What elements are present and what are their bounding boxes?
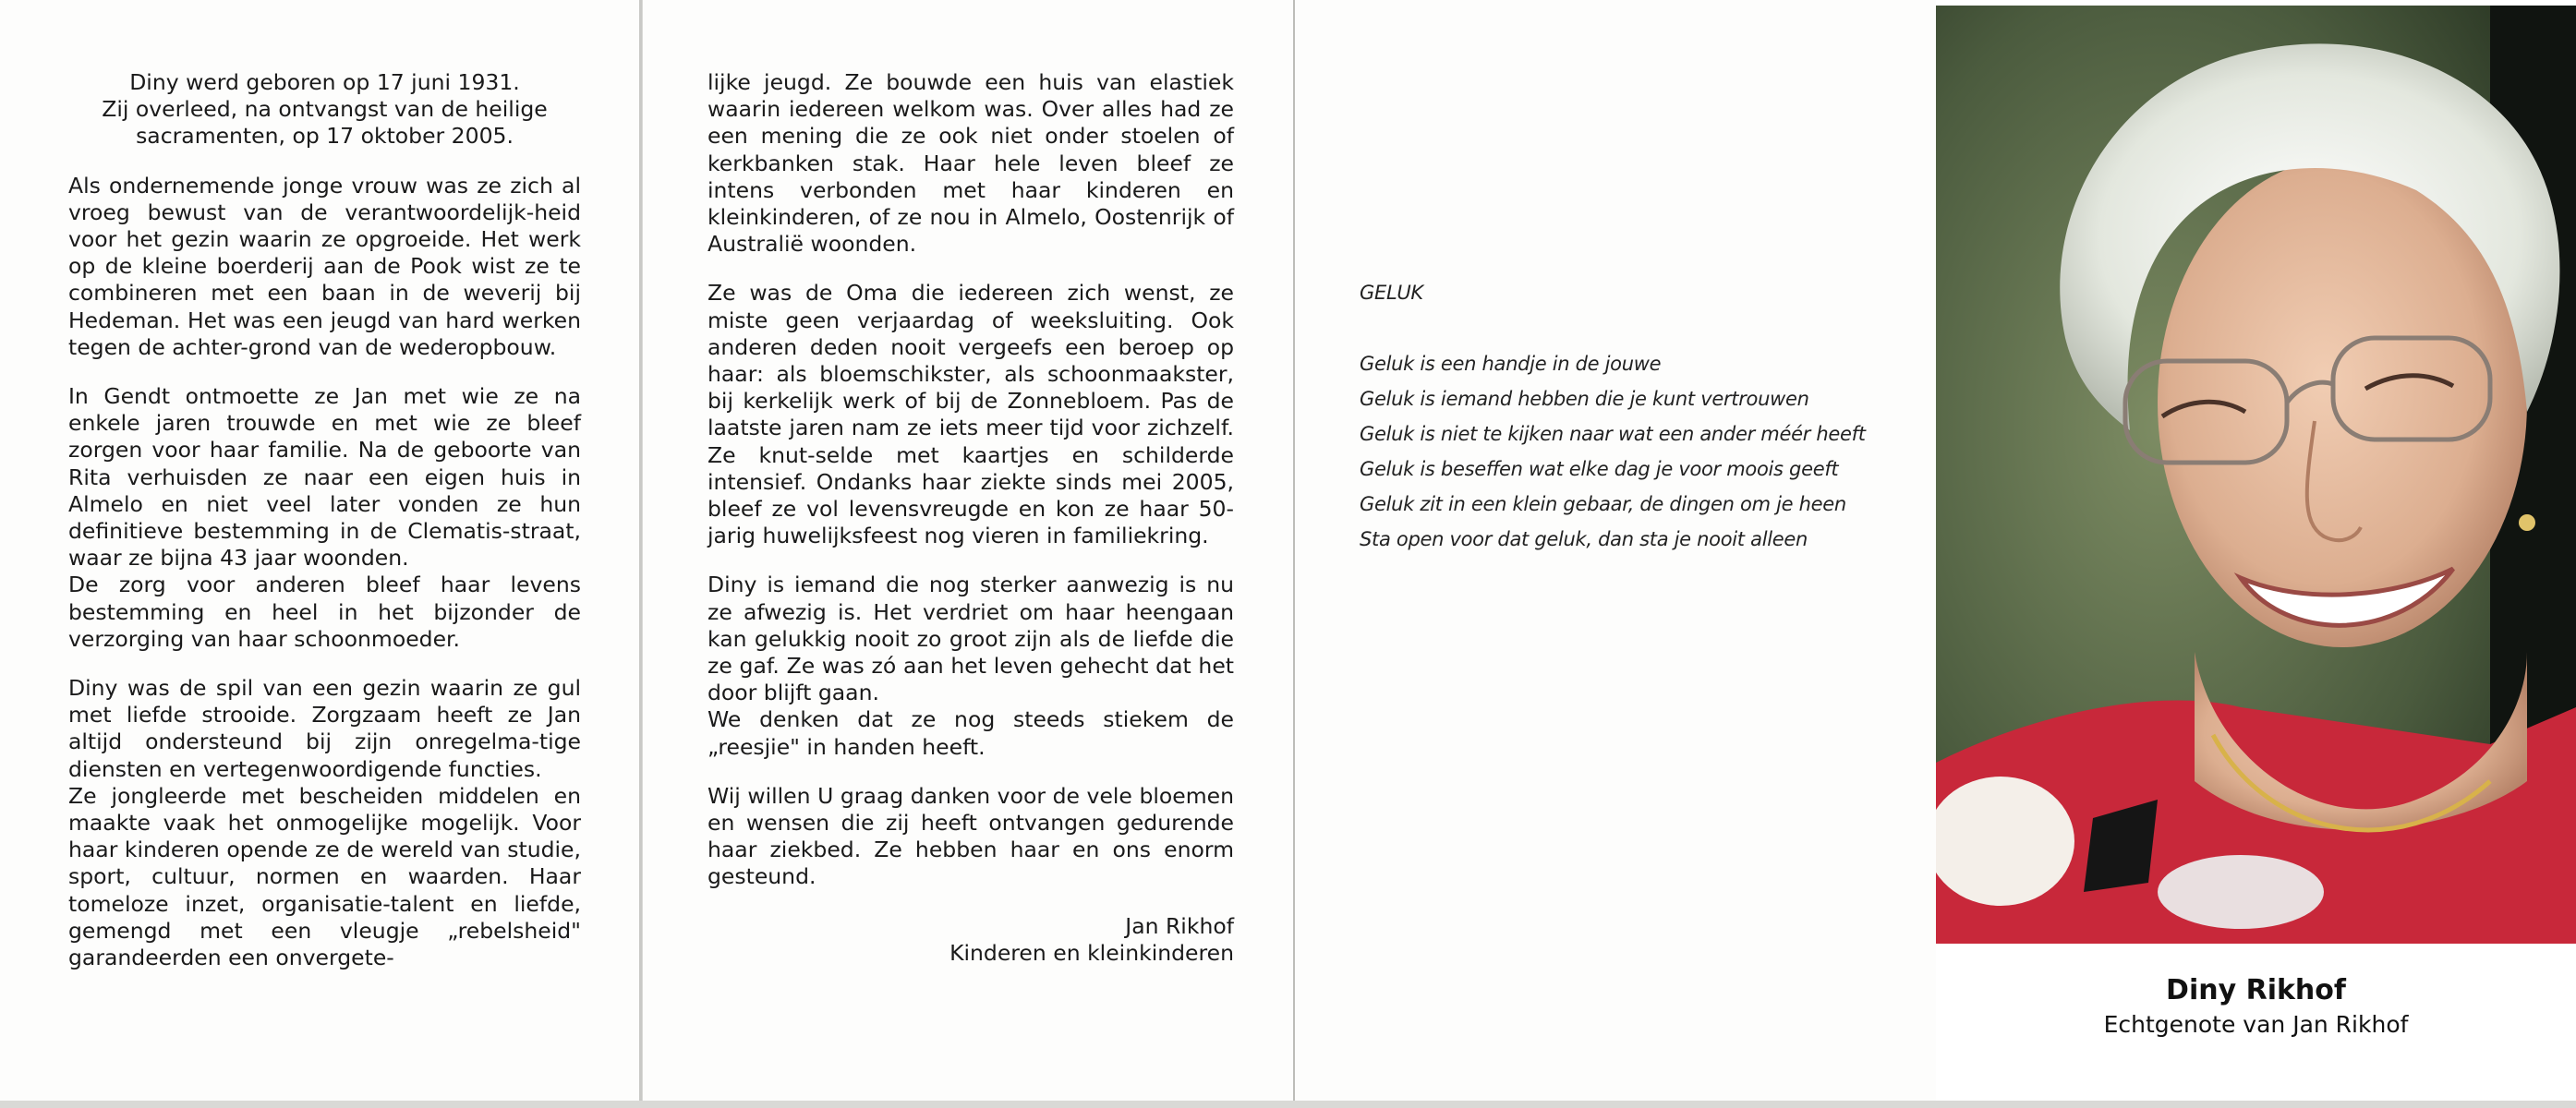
portrait-illustration	[1936, 6, 2576, 944]
biography-column-2	[707, 69, 1234, 967]
paragraph-care: De zorg voor anderen bleef haar levens bestemming en heel in het bijzonder de verzorging van haar schoonmoeder.	[68, 572, 581, 652]
poem-line: Geluk is niet te kijken naar wat een ander méér heeft	[1360, 423, 1866, 445]
poem	[1360, 282, 1914, 557]
card-panel-portrait	[1936, 0, 2576, 1101]
card-panel-left	[0, 0, 639, 1101]
paragraph-youth: Als ondernemende jonge vrouw was ze zich al vroeg bewust van de verantwoordelijk-heid voor het gezin waarin ze opgroeide. Het werk op de kleine boerderij aan de Pook wist ze te combineren met een baan in de weverij bij Hedeman. Het was een jeugd van hard werken tegen de achter-grond van de wederopbouw.	[68, 172, 581, 360]
card-panel-middle	[643, 0, 1293, 1101]
earring	[2519, 514, 2535, 531]
paragraph-home: lijke jeugd. Ze bouwde een huis van elastiek waarin iedereen welkom was. Over alles had ze een mening die ze ook niet onder stoelen of kerkbanken stak. Haar hele leven bleef ze intens verbonden met haar kinderen en kleinkinderen, of ze nou in Almelo, Oostenrijk of Australië woonden.	[707, 69, 1234, 258]
paragraph-marriage: In Gendt ontmoette ze Jan met wie ze na enkele jaren trouwde en met wie ze bleef zorgen voor haar familie. Na de geboorte van Rita verhuisden ze naar een eigen huis in Almelo en niet veel later vonden ze hun definitieve bestemming in de Clematis-straat, waar ze bijna 43 jaar woonden.	[68, 383, 581, 572]
portrait-photo	[1936, 6, 2576, 944]
dress-pattern-light	[2158, 855, 2324, 929]
poem-line: Geluk is beseffen wat elke dag je voor moois geeft	[1360, 458, 1839, 480]
poem-title: GELUK	[1360, 282, 1423, 304]
paragraph-children: Ze jongleerde met bescheiden middelen en maakte vaak het onmogelijke mogelijk. Voor haar kinderen opende ze de wereld van studie, sport, cultuur, normen en waarden. Haar tomeloze inzet, organisatie-talent en liefde, gemengd met een vleugje „rebelsheid" garandeerden een onvergete-	[68, 782, 581, 971]
poem-line: Sta open voor dat geluk, dan sta je nooit alleen	[1360, 528, 1808, 550]
poem-line: Geluk zit in een klein gebaar, de dingen om je heen	[1360, 493, 1846, 515]
biography-column-1	[68, 69, 581, 994]
fold-shadow	[639, 0, 642, 1101]
paragraph-presence: Diny is iemand die nog sterker aanwezig is nu ze afwezig is. Het verdriet om haar heengaan kan gelukkig nooit zo groot zijn als de liefde die ze gaf. Ze was zó aan het leven gehecht dat het door blijft gaan.	[707, 572, 1234, 706]
paragraph-family: Diny was de spil van een gezin waarin ze gul met liefde strooide. Zorgzaam heeft ze Jan altijd ondersteund bij zijn onregelma-tige diensten en vertegenwoordigende functies.	[68, 675, 581, 782]
paragraph-grandmother: Ze was de Oma die iedereen zich wenst, ze miste geen verjaardag of weeksluiting. Ook anderen deden nooit vergeefs een beroep op haar: als bloemschikster, als schoonmaakster, bij kerkelijk werk of bij de Zonnebloem. Pas de laatste jaren nam ze iets meer tijd voor zichzelf. Ze knut-selde met kaartjes en schilderde intensief. Ondanks haar ziekte sinds mei 2005, bleef ze vol levensvreugde en kon ze haar 50-jarig huwelijksfeest nog vieren in familiekring.	[707, 280, 1234, 549]
paragraph-reesjie: We denken dat ze nog steeds stiekem de „reesjie" in handen heeft.	[707, 706, 1234, 760]
poem-line: Geluk is een handje in de jouwe	[1360, 353, 1662, 375]
poem-line: Geluk is iemand hebben die je kunt vertrouwen	[1360, 388, 1809, 410]
birth-death-intro: Diny werd geboren op 17 juni 1931. Zij overleed, na ontvangst van de heilige sacramenten, op 17 oktober 2005.	[102, 69, 548, 150]
deceased-subtitle: Echtgenote van Jan Rikhof	[2103, 1011, 2409, 1038]
deceased-name: Diny Rikhof	[2166, 974, 2346, 1006]
paragraph-thanks: Wij willen U graag danken voor de vele bloemen en wensen die zij heeft ontvangen gedurende haar ziekbed. Ze hebben haar en ons enorm gesteund.	[707, 782, 1234, 890]
card-panel-poem	[1295, 0, 1936, 1101]
signature: Jan Rikhof Kinderen en kleinkinderen	[949, 912, 1234, 966]
